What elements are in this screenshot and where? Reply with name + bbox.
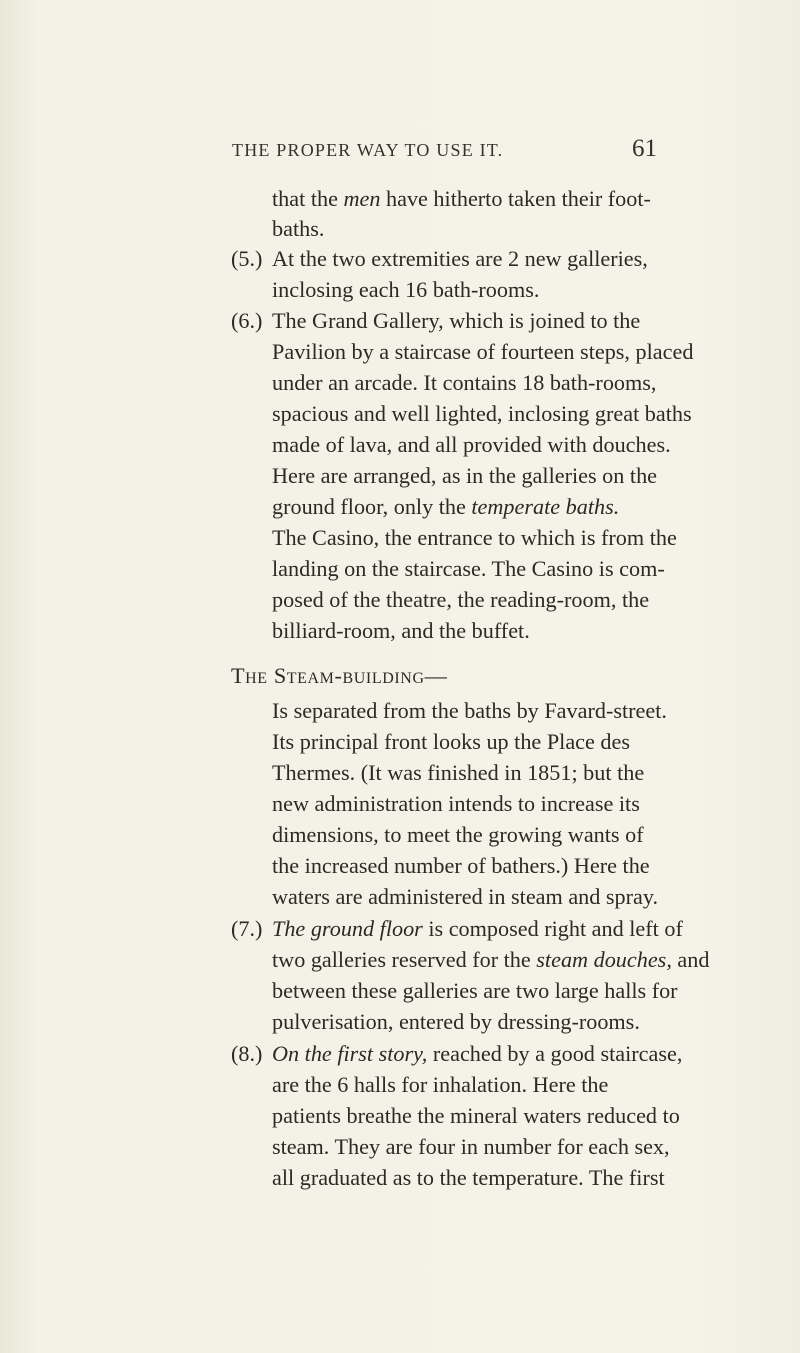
text-line: On the first story, reached by a good staircase, [272,1041,683,1066]
text-line: Thermes. (It was finished in 1851; but the [272,760,645,785]
section-heading: The Steam-building— [231,663,448,688]
page-number: 61 [632,135,657,162]
text-line: the increased number of bathers.) Here the [272,853,650,878]
item-number: (8.) [231,1041,263,1066]
item-number: (5.) [231,246,263,271]
item-number: (6.) [231,308,263,333]
text-line: dimensions, to meet the growing wants of [272,822,644,847]
text-line: steam. They are four in number for each sex, [272,1134,670,1159]
text-line: made of lava, and all provided with douches. [272,432,671,457]
text-line: that the men have hitherto taken their foot- [272,186,651,211]
text-line: Pavilion by a staircase of fourteen steps, placed [272,339,694,364]
text-line: Here are arranged, as in the galleries on the [272,463,658,488]
text-line: pulverisation, entered by dressing-rooms. [272,1009,640,1034]
text-line: Is separated from the baths by Favard-street. [272,698,667,723]
text-line: Its principal front looks up the Place des [272,729,631,754]
text-line: baths. [272,216,325,241]
text-line: The ground floor is composed right and left of [272,916,683,941]
text-line: inclosing each 16 bath-rooms. [272,277,540,302]
item-number: (7.) [231,916,263,941]
text-line: are the 6 halls for inhalation. Here the [272,1072,609,1097]
text-line: two galleries reserved for the steam douches, and [272,947,710,972]
text-line: all graduated as to the temperature. The first [272,1165,665,1190]
text-line: between these galleries are two large halls for [272,978,678,1003]
running-title: THE PROPER WAY TO USE IT. [232,140,504,160]
text-line: patients breathe the mineral waters reduced to [272,1103,680,1128]
text-line: new administration intends to increase its [272,791,640,816]
text-line: landing on the staircase. The Casino is com- [272,556,665,581]
text-line: posed of the theatre, the reading-room, the [272,587,650,612]
text-line: At the two extremities are 2 new galleries, [272,246,648,271]
text-line: The Grand Gallery, which is joined to the [272,308,641,333]
text-line: under an arcade. It contains 18 bath-rooms, [272,370,657,395]
text-line: ground floor, only the temperate baths. [272,494,620,519]
text-line: waters are administered in steam and spray. [272,884,659,909]
text-line: The Casino, the entrance to which is from the [272,525,677,550]
text-line: billiard-room, and the buffet. [272,618,530,643]
text-line: spacious and well lighted, inclosing great baths [272,401,692,426]
